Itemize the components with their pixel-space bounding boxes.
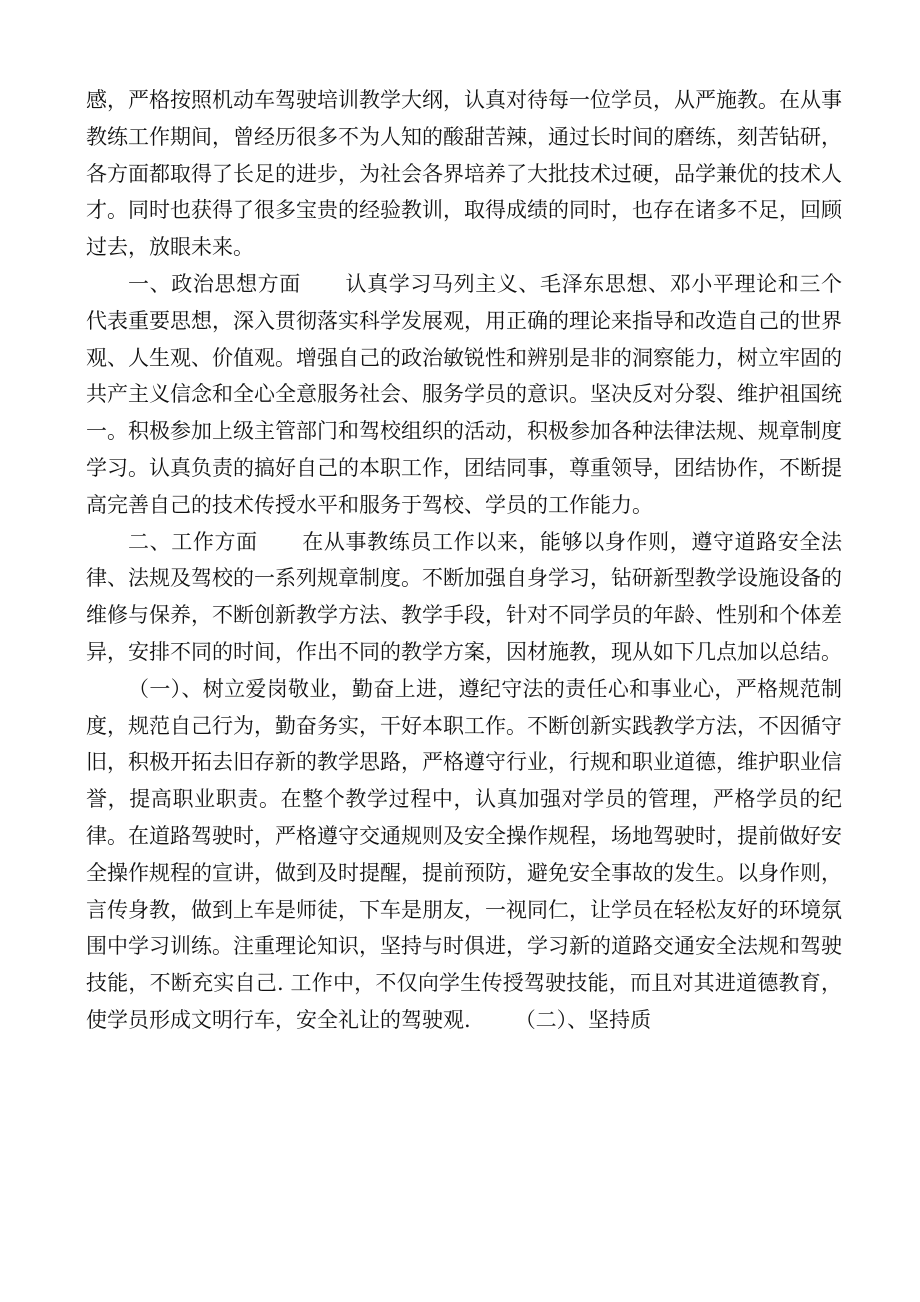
paragraph-intro-continuation xyxy=(86,82,842,266)
section-heading-political: 一、政治思想方面 xyxy=(128,271,301,296)
paragraph-work-aspect xyxy=(86,524,842,671)
section-heading-work: 二、工作方面 xyxy=(128,529,258,554)
paragraph-political-thought xyxy=(86,266,842,524)
paragraph-text: 认真学习马列主义、毛泽东思想、邓小平理论和三个代表重要思想，深入贯彻落实科学发展观，用正确的理论来指导和改造自己的世界观、人生观、价值观。增强自己的政治敏锐性和辨别是非的洞察能力，树立牢固的共产主义信念和全心全意服务社会、服务学员的意识。坚决反对分裂、维护祖国统一。积极参加上级主管部门和驾校组织的活动，积极参加各种法律法规、规章制度学习。认真负责的搞好自己的本职工作，团结同事，尊重领导，团结协作，不断提高完善自己的技术传授水平和服务于驾校、学员的工作能力。 xyxy=(86,271,843,517)
subsection-two-start: （二）、坚持质 xyxy=(514,1007,652,1032)
paragraph-text: （一）、树立爱岗敬业，勤奋上进，遵纪守法的责任心和事业心，严格规范制度，规范自己行为，勤奋务实，干好本职工作。不断创新实践教学方法，不因循守旧，积极开拓去旧存新的教学思路，严格遵守行业，行规和职业道德，维护职业信誉，提高职业职责。在整个教学过程中，认真加强对学员的管理，严格学员的纪律。在道路驾驶时，严格遵守交通规则及安全操作规程，场地驾驶时，提前做好安全操作规程的宣讲，做到及时提醒，提前预防，避免安全事故的发生。以身作则，言传身教，做到上车是师徒，下车是朋友，一视同仁，让学员在轻松友好的环境氛围中学习训练。注重理论知识，坚持与时俱进，学习新的道路交通安全法规和驾驶技能，不断充实自己. 工作中，不仅向学生传授驾驶技能，而且对其进道德教育，使学员形成文明行车，安全礼让的驾驶观. xyxy=(86,676,842,1032)
paragraph-text: 感，严格按照机动车驾驶培训教学大纲，认真对待每一位学员，从严施教。在从事教练工作期间，曾经历很多不为人知的酸甜苦辣，通过长时间的磨练，刻苦钻研，各方面都取得了长足的进步，为社会各界培养了大批技术过硬，品学兼优的技术人才。同时也获得了很多宝贵的经验教训，取得成绩的同时，也存在诸多不足，回顾过去，放眼未来。 xyxy=(86,88,842,260)
paragraph-subsection-one xyxy=(86,671,842,1039)
paragraph-text: 在从事教练员工作以来，能够以身作则，遵守道路安全法律、法规及驾校的一系列规章制度。不断加强自身学习，钻研新型教学设施设备的维修与保养，不断创新教学方法、教学手段，针对不同学员的年龄、性别和个体差异，安排不同的时间，作出不同的教学方案，因材施教，现从如下几点加以总结。 xyxy=(86,529,843,664)
document-body xyxy=(86,82,842,1039)
